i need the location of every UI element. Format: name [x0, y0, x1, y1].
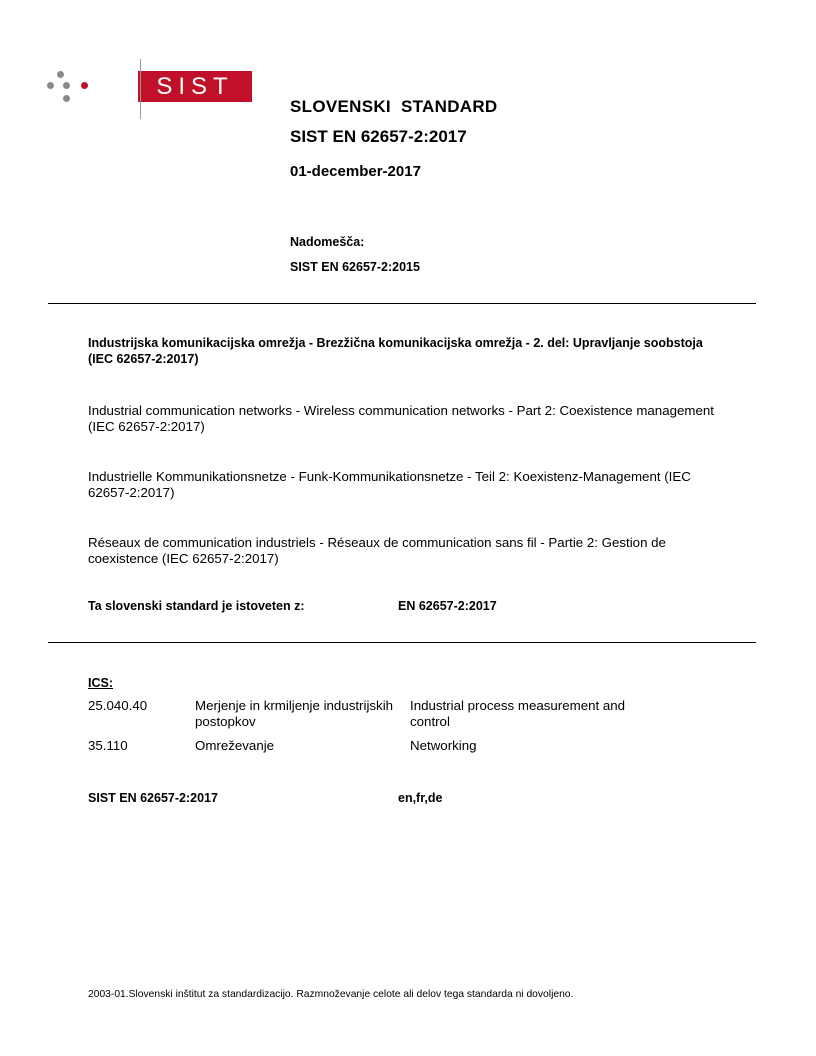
document-code: SIST EN 62657-2:2017 [88, 791, 218, 805]
ics-description-sl: Merjenje in krmiljenje industrijskih postopkov [195, 698, 394, 729]
document-languages: en,fr,de [398, 791, 443, 805]
replaces-code: SIST EN 62657-2:2015 [290, 260, 420, 274]
publication-date: 01-december-2017 [290, 163, 421, 180]
sist-logo [47, 58, 234, 120]
logo-dot [63, 82, 70, 89]
ics-code: 25.040.40 [88, 698, 148, 713]
standard-type: SLOVENSKI STANDARD [290, 97, 498, 116]
ics-description-en: Industrial process measurement and control [410, 698, 626, 729]
divider [48, 642, 756, 643]
standard-code: SIST EN 62657-2:2017 [290, 127, 467, 146]
title-german: Industrielle Kommunikationsnetze - Funk-Kommunikationsnetze - Teil 2: Koexistenz-Management (IEC 62657-2:2017) [88, 469, 691, 500]
ics-description-en: Networking [410, 738, 477, 753]
replaces-label: Nadomešča: [290, 235, 365, 249]
ics-row [88, 738, 688, 756]
logo-dot [47, 82, 54, 89]
identical-value: EN 62657-2:2017 [398, 599, 497, 613]
ics-row [88, 698, 688, 732]
ics-label: ICS: [88, 676, 113, 690]
logo-dot-accent [81, 82, 88, 89]
ics-code: 35.110 [88, 738, 128, 753]
identical-label: Ta slovenski standard je istoveten z: [88, 599, 305, 613]
logo-divider [140, 59, 141, 119]
title-slovenian: Industrijska komunikacijska omrežja - Brezžična komunikacijska omrežja - 2. del: Upravljanje soobstoja (IEC 62657-2:2017) [88, 336, 703, 366]
title-french: Réseaux de communication industriels - Réseaux de communication sans fil - Partie 2: Gestion de coexistence (IEC 62657-2:2017) [88, 535, 666, 566]
copyright-footer: 2003-01.Slovenski inštitut za standardizacijo. Razmnoževanje celote ali delov tega standarda ni dovoljeno. [88, 989, 574, 1000]
logo-wordmark: SIST [138, 71, 252, 102]
divider [48, 303, 756, 304]
logo-dot [63, 95, 70, 102]
logo-dot [57, 71, 64, 78]
ics-description-sl: Omreževanje [195, 738, 275, 753]
title-english: Industrial communication networks - Wireless communication networks - Part 2: Coexistence management (IEC 62657-2:2017) [88, 403, 714, 434]
